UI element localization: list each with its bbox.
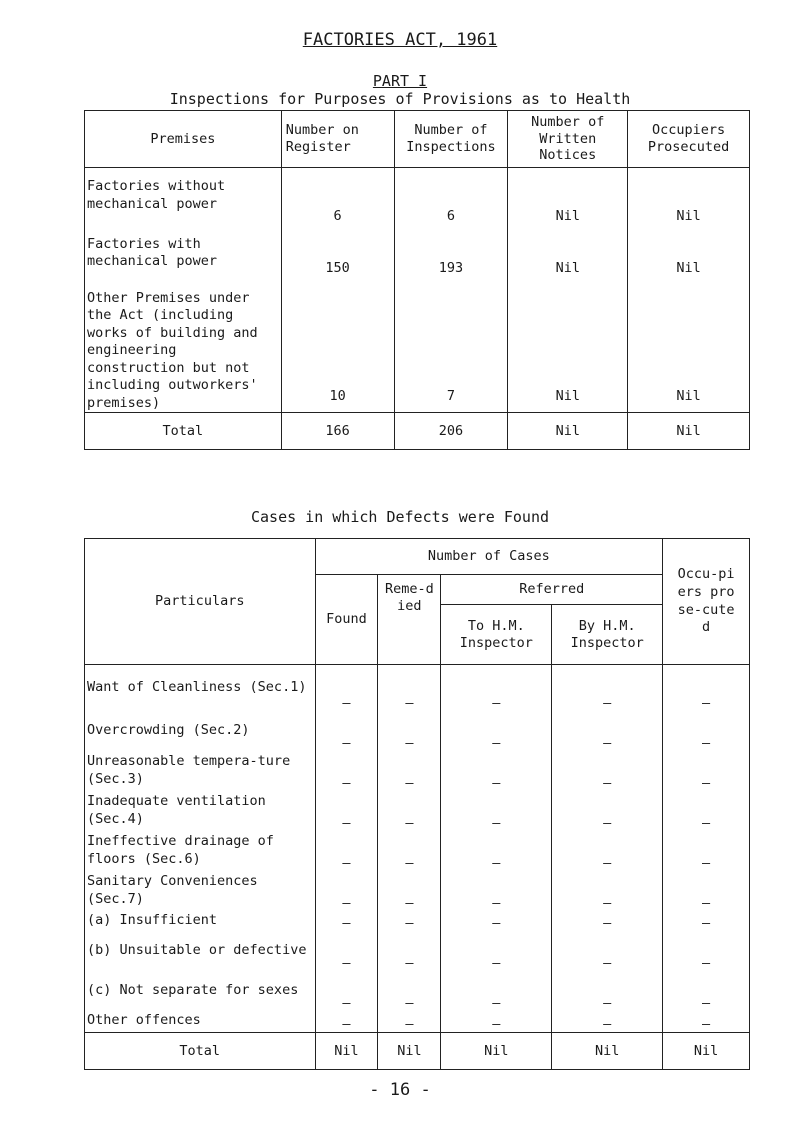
total-label: Total [85, 413, 282, 450]
table-header-row [85, 111, 750, 168]
total-row [85, 413, 750, 450]
total-value: Nil [441, 1033, 552, 1070]
table-row [85, 871, 750, 911]
value-cell: — [663, 871, 750, 911]
remedied-header [378, 575, 441, 665]
column-header: Number of Written Notices [508, 111, 628, 168]
particular-label: (c) Not separate for sexes [85, 971, 316, 1011]
value-cell: — [552, 711, 663, 751]
particular-label: (a) Insufficient [85, 911, 316, 931]
number-of-cases-header: Number of Cases [315, 539, 663, 575]
value-cell: — [441, 931, 552, 971]
value-cell: — [552, 931, 663, 971]
value-cell: — [441, 1011, 552, 1033]
premises-cell: Factories with mechanical power [85, 226, 282, 278]
total-inspections: 206 [394, 413, 508, 450]
notices-cell: Nil [508, 168, 628, 226]
table-row [85, 711, 750, 751]
prosecuted-cell: Nil [628, 278, 750, 413]
total-register: 166 [281, 413, 394, 450]
notices-cell: Nil [508, 226, 628, 278]
value-cell: — [315, 791, 378, 831]
register-cell: 6 [281, 168, 394, 226]
value-cell: — [378, 1011, 441, 1033]
total-row [85, 1033, 750, 1070]
value-cell: — [441, 871, 552, 911]
value-cell: — [315, 711, 378, 751]
occupiers-header-text: Occu-piers prose-cuted [677, 566, 735, 636]
total-value: Nil [378, 1033, 441, 1070]
value-cell: — [315, 911, 378, 931]
value-cell: — [552, 751, 663, 791]
particulars-header: Particulars [85, 539, 316, 665]
value-cell: — [663, 711, 750, 751]
table-row [85, 831, 750, 871]
value-cell: — [663, 911, 750, 931]
table-row [85, 911, 750, 931]
value-cell: — [552, 665, 663, 711]
value-cell: — [315, 751, 378, 791]
table-row [85, 931, 750, 971]
value-cell: — [378, 931, 441, 971]
page-number: - 16 - [369, 1080, 431, 1100]
value-cell: — [378, 751, 441, 791]
table-row [85, 751, 750, 791]
table-row [85, 1011, 750, 1033]
column-header: Number of Inspections [394, 111, 508, 168]
value-cell: — [552, 791, 663, 831]
value-cell: — [663, 831, 750, 871]
value-cell: — [441, 791, 552, 831]
column-header: Premises [85, 111, 282, 168]
value-cell: — [378, 711, 441, 751]
particular-label: Ineffective drainage of floors (Sec.6) [85, 831, 316, 871]
register-cell: 10 [281, 278, 394, 413]
inspections-cell: 7 [394, 278, 508, 413]
value-cell: — [552, 911, 663, 931]
value-cell: — [315, 971, 378, 1011]
value-cell: — [552, 831, 663, 871]
value-cell: — [315, 1011, 378, 1033]
table-row [85, 791, 750, 831]
particular-label: Inadequate ventilation (Sec.4) [85, 791, 316, 831]
table-row [85, 168, 750, 226]
value-cell: — [315, 831, 378, 871]
total-label: Total [85, 1033, 316, 1070]
value-cell: — [663, 971, 750, 1011]
premises-cell: Factories without mechanical power [85, 168, 282, 226]
value-cell: — [315, 871, 378, 911]
particular-label: (b) Unsuitable or defective [85, 931, 316, 971]
value-cell: — [552, 1011, 663, 1033]
remedied-header-text: Reme-died [384, 581, 434, 614]
particular-label: Sanitary Conveniences (Sec.7) [85, 871, 316, 911]
value-cell: — [552, 971, 663, 1011]
value-cell: — [441, 711, 552, 751]
notices-cell: Nil [508, 278, 628, 413]
value-cell: — [663, 665, 750, 711]
total-value: Nil [663, 1033, 750, 1070]
value-cell: — [441, 751, 552, 791]
table-header-row [85, 539, 750, 575]
value-cell: — [315, 931, 378, 971]
value-cell: — [378, 911, 441, 931]
particular-label: Overcrowding (Sec.2) [85, 711, 316, 751]
prosecuted-cell: Nil [628, 168, 750, 226]
inspections-cell: 6 [394, 168, 508, 226]
table-row [85, 971, 750, 1011]
register-cell: 150 [281, 226, 394, 278]
particular-label: Other offences [85, 1011, 316, 1033]
prosecuted-cell: Nil [628, 226, 750, 278]
occupiers-prosecuted-header [663, 539, 750, 665]
inspections-table [84, 110, 750, 450]
value-cell: — [663, 791, 750, 831]
column-header: Occupiers Prosecuted [628, 111, 750, 168]
value-cell: — [378, 791, 441, 831]
to-hm-inspector-header: To H.M. Inspector [441, 605, 552, 665]
value-cell: — [378, 971, 441, 1011]
value-cell: — [441, 665, 552, 711]
table-row [85, 665, 750, 711]
value-cell: — [441, 911, 552, 931]
value-cell: — [552, 871, 663, 911]
column-header: Number on Register [281, 111, 394, 168]
total-value: Nil [315, 1033, 378, 1070]
by-hm-inspector-header: By H.M. Inspector [552, 605, 663, 665]
value-cell: — [378, 665, 441, 711]
value-cell: — [315, 665, 378, 711]
value-cell: — [663, 1011, 750, 1033]
value-cell: — [441, 831, 552, 871]
particular-label: Want of Cleanliness (Sec.1) [85, 665, 316, 711]
value-cell: — [378, 871, 441, 911]
found-header: Found [315, 575, 378, 665]
value-cell: — [663, 931, 750, 971]
particular-label: Unreasonable tempera-ture (Sec.3) [85, 751, 316, 791]
part-heading: PART I [372, 72, 428, 90]
document-title: FACTORIES ACT, 1961 [302, 30, 498, 50]
referred-header: Referred [441, 575, 663, 605]
defects-table [84, 538, 750, 1070]
value-cell: — [378, 831, 441, 871]
section-subtitle: Inspections for Purposes of Provisions as to Health [169, 90, 631, 108]
table-row [85, 226, 750, 278]
inspections-cell: 193 [394, 226, 508, 278]
premises-cell: Other Premises under the Act (including works of building and engineering construction but not including outworkers' premises) [85, 278, 282, 413]
total-value: Nil [552, 1033, 663, 1070]
table-row [85, 278, 750, 413]
value-cell: — [441, 971, 552, 1011]
total-notices: Nil [508, 413, 628, 450]
defects-section-title: Cases in which Defects were Found [250, 508, 549, 526]
total-prosecuted: Nil [628, 413, 750, 450]
value-cell: — [663, 751, 750, 791]
